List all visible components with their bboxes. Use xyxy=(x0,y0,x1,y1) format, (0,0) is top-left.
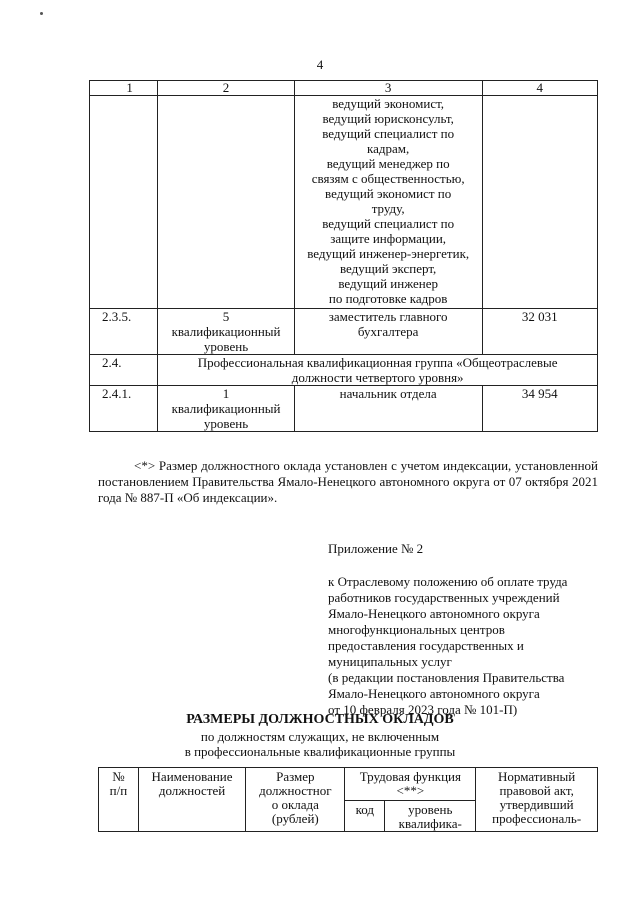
level-line: 1 xyxy=(222,386,230,401)
col-act-header xyxy=(476,768,598,832)
position-line: бухгалтера xyxy=(357,324,419,339)
row-number: 2.4.1. xyxy=(90,386,158,432)
row-level xyxy=(158,309,295,355)
col-code-header: код xyxy=(345,801,385,832)
header-line: правовой акт, xyxy=(499,783,574,798)
table-header-row xyxy=(90,81,598,96)
subtitle-line: в профессиональные квалификационные группы xyxy=(184,744,456,759)
level-line: уровень xyxy=(203,339,249,354)
row-number xyxy=(90,96,158,309)
position-line: ведущий инженер xyxy=(338,276,438,291)
salary-table xyxy=(98,767,598,832)
header-line: должностей xyxy=(158,783,226,798)
appendix-line: Ямало-Ненецкого автономного округа xyxy=(328,686,540,701)
header-line: Размер xyxy=(276,769,315,784)
position-line: ведущий инженер-энергетик, xyxy=(307,246,470,261)
row-positions xyxy=(294,386,482,432)
group-row xyxy=(90,355,598,386)
header-line: Наименование xyxy=(151,769,233,784)
header-col-1: 1 xyxy=(90,81,158,96)
col-name-header xyxy=(138,768,245,832)
header-line: о оклада xyxy=(271,797,319,812)
table-row xyxy=(90,386,598,432)
level-line: уровень xyxy=(203,416,249,431)
header-line: должностног xyxy=(259,783,332,798)
qualification-table xyxy=(89,80,598,432)
header-line: п/п xyxy=(109,783,128,798)
position-line: по подготовке кадров xyxy=(328,291,448,306)
appendix-title: Приложение № 2 xyxy=(328,541,424,556)
header-line: профессиональ- xyxy=(492,811,582,826)
appendix-line: муниципальных услуг xyxy=(328,654,452,669)
header-line: Трудовая функция xyxy=(359,769,461,784)
position-line: ведущий эксперт, xyxy=(340,261,437,276)
row-number: 2.4. xyxy=(90,355,158,386)
position-line: ведущий юрисконсульт, xyxy=(322,111,454,126)
level-line: квалификационный xyxy=(171,401,281,416)
header-line: (рублей) xyxy=(271,811,319,826)
position-line: связям с общественностью, xyxy=(311,171,465,186)
position-line: ведущий экономист по xyxy=(325,186,452,201)
row-number: 2.3.5. xyxy=(90,309,158,355)
row-positions xyxy=(294,96,482,309)
subtitle-line: по должностям служащих, не включенным xyxy=(200,729,440,744)
header-line: квалифика- xyxy=(398,816,462,831)
col-number-header xyxy=(99,768,139,832)
row-salary: 34 954 xyxy=(482,386,597,432)
position-line: заместитель главного xyxy=(328,309,448,324)
scan-speck xyxy=(40,12,43,15)
appendix-line: (в редакции постановления Правительства xyxy=(328,670,565,685)
header-line: <**> xyxy=(396,783,425,798)
position-line: ведущий специалист по xyxy=(322,126,455,141)
row-positions xyxy=(294,309,482,355)
position-line: ведущий менеджер по xyxy=(326,156,450,171)
row-salary xyxy=(482,96,597,309)
col-level-header xyxy=(385,801,476,832)
appendix-line: Ямало-Ненецкого автономного округа xyxy=(328,606,540,621)
footnote xyxy=(98,458,598,506)
header-line: № xyxy=(112,769,125,784)
table2-header-row xyxy=(99,768,598,801)
header-col-2: 2 xyxy=(158,81,295,96)
appendix-line: предоставления государственных и xyxy=(328,638,524,653)
header-line: утвердивший xyxy=(499,797,574,812)
section-subtitle xyxy=(0,729,640,759)
col-function-header xyxy=(345,768,476,801)
position-line: начальник отдела xyxy=(339,386,437,401)
group-title-line: Профессиональная квалификационная группа «Общеотраслевые xyxy=(197,355,558,370)
appendix-line: от 10 февраля 2023 года № 101-П) xyxy=(328,702,518,717)
level-line: 5 xyxy=(222,309,230,324)
col-size-header xyxy=(246,768,345,832)
group-title-line: должности четвертого уровня» xyxy=(291,370,464,385)
footnote-text: <*> Размер должностного оклада установлен с учетом индексации, установленной постановлением Правительства Ямало-Ненецкого автономного округа от 07 октября 2021 года № 887-П «Об индексации». xyxy=(98,458,598,505)
position-line: ведущий экономист, xyxy=(332,96,445,111)
appendix-line: работников государственных учреждений xyxy=(328,590,560,605)
section-title: РАЗМЕРЫ ДОЛЖНОСТНЫХ ОКЛАДОВ xyxy=(186,712,454,727)
row-level xyxy=(158,96,295,309)
header-col-3: 3 xyxy=(294,81,482,96)
position-line: кадрам, xyxy=(367,141,410,156)
group-title xyxy=(158,355,598,386)
table-row xyxy=(90,309,598,355)
position-line: защите информации, xyxy=(330,231,447,246)
appendix-line: многофункциональных центров xyxy=(328,622,505,637)
position-line: труду, xyxy=(371,201,405,216)
position-line: ведущий специалист по xyxy=(322,216,455,231)
level-line: квалификационный xyxy=(171,324,281,339)
header-line: уровень xyxy=(408,802,453,817)
header-col-4: 4 xyxy=(482,81,597,96)
appendix-reference xyxy=(328,574,608,718)
page-number: 4 xyxy=(316,57,324,72)
row-level xyxy=(158,386,295,432)
table-row xyxy=(90,96,598,309)
row-salary: 32 031 xyxy=(482,309,597,355)
header-line: Нормативный xyxy=(498,769,576,784)
appendix-line: к Отраслевому положению об оплате труда xyxy=(328,574,568,589)
